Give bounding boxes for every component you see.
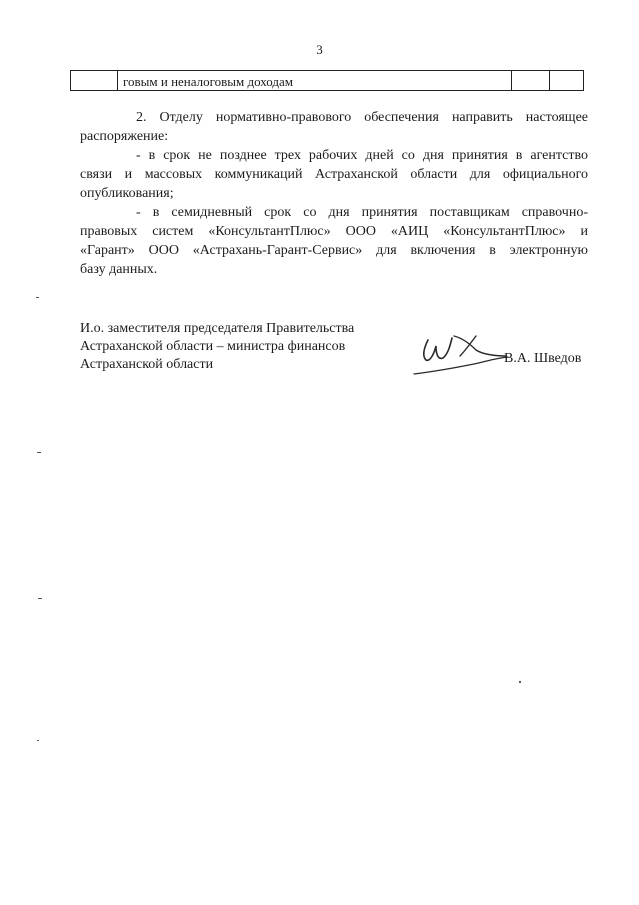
table-divider [549, 71, 550, 90]
position-line: Астраханской области [80, 357, 214, 372]
table-cell-text: говым и неналоговым доходам [123, 74, 294, 89]
signatory-name: В.А. Шведов [504, 351, 582, 366]
paragraph-line: распоряжение: [80, 129, 169, 144]
scan-speck [36, 297, 39, 298]
paragraph-line: связи и массовых коммуникаций Астраханской области для официального [80, 167, 588, 182]
scan-speck [37, 740, 39, 741]
scan-speck [38, 598, 42, 599]
scan-speck [519, 681, 521, 683]
paragraph-line: «Гарант» ООО «Астрахань-Гарант-Сервис» для включения в электронную [80, 243, 588, 258]
table-divider [117, 71, 118, 90]
page-number: 3 [316, 42, 323, 57]
paragraph-line: - в семидневный срок со дня принятия поставщикам справочно- [136, 205, 588, 220]
paragraph-line: опубликования; [80, 186, 174, 201]
position-line: И.о. заместителя председателя Правительства [80, 321, 355, 336]
distribution-item-2 [80, 203, 588, 279]
paragraph-line: базу данных. [80, 262, 158, 277]
table-divider [511, 71, 512, 90]
paragraph-line: правовых систем «КонсультантПлюс» ООО «АИЦ «КонсультантПлюс» и [80, 224, 588, 239]
paragraph-line: 2. Отделу нормативно-правового обеспечения направить настоящее [136, 110, 588, 125]
scan-speck [37, 452, 41, 453]
table-fragment [70, 70, 584, 91]
paragraph-line: - в срок не позднее трех рабочих дней со дня принятия в агентство [136, 148, 588, 163]
signatory-position [80, 320, 354, 374]
position-line: Астраханской области – министра финансов [80, 339, 346, 354]
distribution-item-1 [80, 146, 588, 203]
paragraph-2 [80, 108, 588, 146]
